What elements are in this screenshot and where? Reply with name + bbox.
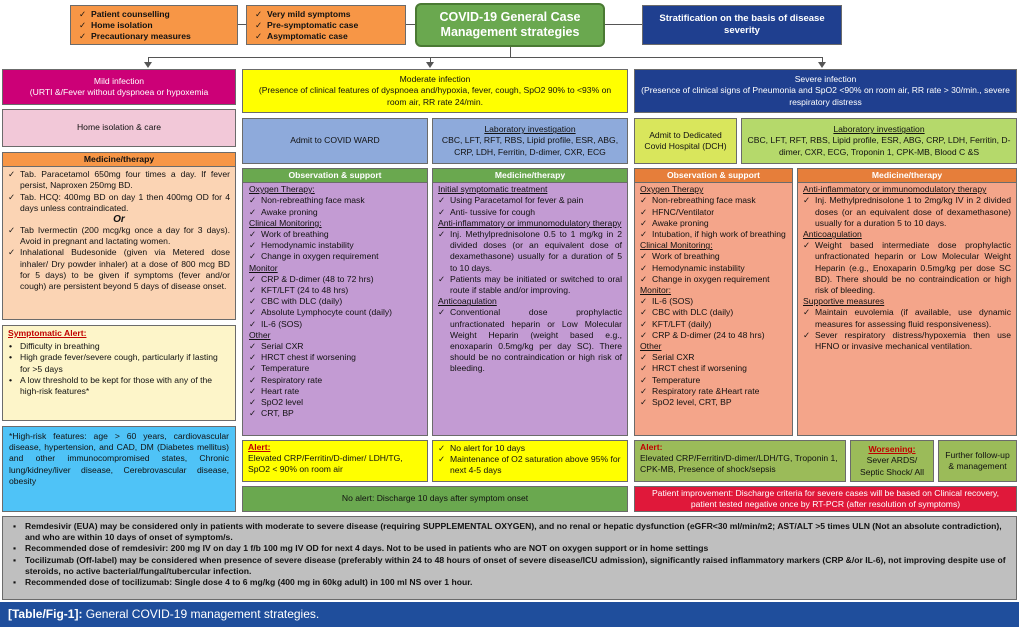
moderate-lab-box [432, 118, 628, 164]
moderate-anticoag-list [438, 307, 622, 374]
moderate-other-item: ✓ Serial CXR [249, 341, 421, 352]
mild-symptoms-list [255, 9, 397, 43]
note-item: ▪ Recommended dose of remdesivir: 200 mg IV on day 1 f/b 100 mg IV OD for next 4 days. Not to be used in patients who are NOT on oxygen support or in home settings [11, 543, 1008, 554]
high-risk-text: *High-risk features: age > 60 years, cardiovascular disease, hypertension, and CAD, DM (Diabetes mellitus) and other immunocompromised states, Chronic lung/kidney/liver disease, Cerebrovascular disease, obesity [9, 431, 229, 486]
moderate-other-item: ✓ Heart rate [249, 386, 421, 397]
arrow-severe-icon [818, 62, 826, 68]
home-isolation-box [2, 109, 236, 147]
severe-anticoag-item: ✓ Weight based intermediate dose prophylactic unfractionated heparin or Low Molecular Weight Heparin (e.g., Enoxaparin 0.5mg/kg per dose SC BD). There should be no contraindication or high risk of bleeding. [803, 240, 1011, 296]
moderate-header [242, 69, 628, 113]
moderate-alert-text: Elevated CRP/Ferritin/D-dimer/ LDH/TG, SpO2 < 90% on room air [248, 453, 403, 475]
connector-left [238, 24, 246, 25]
moderate-clinical-item: ✓ Change in oxygen requirement [249, 251, 421, 262]
symptomatic-alert-item: • High grade fever/severe cough, particularly if lasting for >5 days [8, 352, 230, 374]
severe-anticoag-title: Anticoagulation [803, 229, 862, 240]
moderate-observation-title: Observation & support [243, 169, 427, 183]
severe-monitor-title: Monitor: [640, 285, 672, 296]
severe-other-item: ✓ SpO2 level, CRT, BP [640, 397, 787, 408]
worsening-title: Worsening: [868, 444, 916, 455]
severe-anti-list [803, 195, 1011, 229]
moderate-oxygen-item: ✓ Non-rebreathing face mask [249, 195, 421, 206]
moderate-anti-item: ✓ Inj. Methylprednisolone 0.5 to 1 mg/kg in 2 divided doses (or an equivalent dose of dexamethasone) usually for a duration of 5 to 10 days. [438, 229, 622, 274]
severe-oxygen-title: Oxygen Therapy [640, 184, 704, 195]
severe-alert-title: Alert: [640, 442, 663, 452]
severe-header [634, 69, 1017, 113]
note-item: ▪ Remdesivir (EUA) may be considered only in patients with moderate to severe disease (requiring SUPPLEMENTAL OXYGEN), and no renal or hepatic dysfunction (eGFR<30 ml/min/m2; AST/ALT >5 times ULN (Not an absolute contradiction), and who are within 10 days of onset of symptom/s. [11, 521, 1008, 543]
note-item: ▪ Tocilizumab (Off-label) may be considered when presence of severe disease (preferably within 24 to 48 hours of onset of severe disease/ICU admission), significantly raised inflammatory markers (CRP &/or IL-6), not improving despite use of steroids, no active bacterial/fungal/tubercular infection. [11, 555, 1008, 577]
mild-medicine-item: ✓ Tab. HCQ: 400mg BD on day 1 then 400mg OD for 4 days unless contraindicated. [8, 192, 230, 214]
moderate-lab-text: CBC, LFT, RFT, RBS, Lipid profile, ESR, ABG, CRP, LDH, Ferritin, D-dimer, CXR, ECG [441, 135, 619, 157]
mild-medicine-item: ✓ Inhalational Budesonide (given via Metered dose inhaler/ Dry powder inhaler) at a dose of 800 mcg BD for 5 days) to be given if symptoms (fever and/or cough) are persistent beyond 5 days of disease onset. [8, 247, 230, 292]
severe-monitor-item: ✓ CBC with DLC (daily) [640, 307, 787, 318]
moderate-anti-title: Anti-inflammatory or immunomodulatory therapy [438, 217, 622, 228]
initial-treatment-item: ✓ Using Paracetamol for fever & pain [438, 195, 622, 206]
moderate-observation-box [242, 168, 428, 436]
admit-dch-box [634, 118, 737, 164]
severe-anti-item: ✓ Inj. Methylprednisolone 1 to 2mg/kg IV in 2 divided doses (or an equivalent dose of dexamethasone) usually for a duration 5 to 10 days. [803, 195, 1011, 229]
moderate-other-item: ✓ SpO2 level [249, 397, 421, 408]
moderate-clinical-item: ✓ Work of breathing [249, 229, 421, 240]
connector-down [510, 47, 511, 57]
no-alert-box [432, 440, 628, 482]
mild-title: Mild infection [93, 75, 145, 86]
mild-medicine-item: ✓ Tab Ivermectin (200 mcg/kg once a day for 3 days). Avoid in pregnant and lactating women. [8, 225, 230, 247]
moderate-medicine-box [432, 168, 628, 436]
severe-clinical-item: ✓ Work of breathing [640, 251, 787, 262]
severe-observation-box [634, 168, 793, 436]
mild-symptoms-item: ✓ Pre-symptomatic case [255, 20, 397, 31]
patient-improvement-box [634, 486, 1017, 512]
no-alert-item: ✓ No alert for 10 days [438, 443, 622, 454]
moderate-other-item: ✓ Respiratory rate [249, 375, 421, 386]
connector-horizontal [148, 57, 823, 58]
page-title-text: COVID-19 General Case Management strategies [439, 10, 581, 39]
moderate-other-item: ✓ CRT, BP [249, 408, 421, 419]
connector-mid [406, 24, 415, 25]
mild-medicine-item: ✓ Tab. Paracetamol 650mg four times a day. If fever persist, Naproxen 250mg BD. [8, 169, 230, 191]
initial-treatment-title: Initial symptomatic treatment [438, 184, 548, 195]
moderate-anticoag-title: Anticoagulation [438, 296, 497, 307]
stratification-box [642, 5, 842, 45]
mild-symptoms-item: ✓ Very mild symptoms [255, 9, 397, 20]
mild-header [2, 69, 236, 105]
symptomatic-alert-list [8, 341, 230, 397]
severe-clinical-list [640, 251, 787, 285]
moderate-oxygen-list [249, 195, 421, 217]
stratification-text: Stratification on the basis of disease severity [659, 13, 825, 36]
connector-right [605, 24, 642, 25]
severe-clinical-item: ✓ Hemodynamic instability [640, 263, 787, 274]
severe-other-item: ✓ HRCT chest if worsening [640, 363, 787, 374]
moderate-other-title: Other [249, 329, 271, 340]
symptomatic-alert-title: Symptomatic Alert: [8, 328, 87, 338]
severe-lab-text: CBC, LFT, RFT, RBS, Lipid profile, ESR, ABG, CRP, LDH, Ferritin, D-dimer, CXR, ECG, Troponin 1, CPK-MB, Blood C &S [747, 135, 1011, 157]
moderate-monitor-item: ✓ KFT/LFT (24 to 48 hrs) [249, 285, 421, 296]
moderate-medicine-title: Medicine/therapy [433, 169, 627, 183]
severe-alert-text: Elevated CRP/Ferritin/D-dimer/LDH/TG, Troponin 1, CPK-MB, Presence of shock/sepsis [640, 453, 838, 475]
severe-oxygen-item: ✓ Awake proning [640, 218, 787, 229]
mild-subtitle: (URTI &/Fever without dyspnoea or hypoxemia [29, 87, 209, 97]
moderate-clinical-list [249, 229, 421, 263]
severe-lab-title: Laboratory investigation [833, 124, 925, 135]
moderate-oxygen-title: Oxygen Therapy: [249, 184, 315, 195]
severe-oxygen-list [640, 195, 787, 240]
high-risk-box [2, 426, 236, 512]
severe-other-list [640, 352, 787, 408]
notes-list [11, 521, 1008, 588]
mild-medicine-list-2 [8, 225, 230, 292]
severe-oxygen-item: ✓ Non-rebreathing face mask [640, 195, 787, 206]
severe-monitor-item: ✓ CRP & D-dimer (24 to 48 hrs) [640, 330, 787, 341]
supportive-title: Supportive measures [803, 296, 885, 307]
moderate-clinical-item: ✓ Hemodynamic instability [249, 240, 421, 251]
further-followup-box [938, 440, 1017, 482]
severe-anticoag-list [803, 240, 1011, 296]
mild-symptoms-item: ✓ Asymptomatic case [255, 31, 397, 42]
severe-title: Severe infection [794, 74, 857, 85]
severe-oxygen-item: ✓ HFNC/Ventilator [640, 207, 787, 218]
moderate-oxygen-item: ✓ Awake proning [249, 207, 421, 218]
moderate-monitor-title: Monitor [249, 262, 278, 273]
severe-other-item: ✓ Respiratory rate &Heart rate [640, 386, 787, 397]
discharge-text: No alert: Discharge 10 days after symptom onset [341, 493, 529, 504]
moderate-anti-list [438, 229, 622, 296]
moderate-alert-box [242, 440, 428, 482]
severe-lab-box [741, 118, 1017, 164]
severe-subtitle: (Presence of clinical signs of Pneumonia and SpO2 <90% on room air, RR rate > 30/min., severe respiratory distress [641, 85, 1010, 107]
home-isolation-text: Home isolation & care [76, 122, 162, 133]
caption-label: [Table/Fig-1]: [8, 607, 83, 621]
moderate-monitor-item: ✓ IL-6 (SOS) [249, 319, 421, 330]
severe-alert-box [634, 440, 846, 482]
caption-text: General COVID-19 management strategies. [85, 607, 320, 621]
initial-treatment-list [438, 195, 622, 217]
moderate-alert-title: Alert: [248, 442, 271, 452]
worsening-text: Sever ARDS/ Septic Shock/ All [859, 455, 924, 477]
supportive-item: ✓ Maintain euvolemia (if available, use dynamic measures for assessing fluid responsiveness). [803, 307, 1011, 329]
patient-improvement-text: Patient improvement: Discharge criteria for severe cases will be based on Clinical recovery, patient tested negative once by RT-PCR (after resolution of symptoms) [651, 487, 1000, 509]
mild-medicine-list [8, 169, 230, 214]
counselling-box [70, 5, 238, 45]
mild-medicine-title: Medicine/therapy [3, 153, 235, 167]
no-alert-item: ✓ Maintenance of O2 saturation above 95% for next 4-5 days [438, 454, 622, 476]
counselling-list [79, 9, 229, 43]
no-alert-list [438, 443, 622, 477]
further-followup-text: Further follow-up & management [945, 449, 1010, 471]
supportive-item: ✓ Sever respiratory distress/hypoxemia then use HFNO or invasive mechanical ventilation. [803, 330, 1011, 352]
discharge-box [242, 486, 628, 512]
severe-medicine-box [797, 168, 1017, 436]
severe-monitor-item: ✓ IL-6 (SOS) [640, 296, 787, 307]
severe-oxygen-item: ✓ Intubation, if high work of breathing [640, 229, 787, 240]
admit-covid-ward-text: Admit to COVID WARD [290, 135, 380, 146]
severe-clinical-item: ✓ Change in oxygen requirement [640, 274, 787, 285]
severe-clinical-title: Clinical Monitoring: [640, 240, 713, 251]
moderate-subtitle: (Presence of clinical features of dyspnoea and/hypoxia, fever, cough, SpO2 90% to <93% on room air, RR rate 24/min. [258, 85, 612, 107]
severe-other-title: Other [640, 341, 662, 352]
counselling-item: ✓ Patient counselling [79, 9, 229, 20]
note-item: ▪ Recommended dose of tocilizumab: Single dose 4 to 6 mg/kg (400 mg in 60kg adult) in 100 ml NS over 1 hour. [11, 577, 1008, 588]
arrow-mild-icon [144, 62, 152, 68]
moderate-anti-item: ✓ Patients may be initiated or switched to oral route if stable and/or improving. [438, 274, 622, 296]
severe-other-item: ✓ Temperature [640, 375, 787, 386]
symptomatic-alert-item: • Difficulty in breathing [8, 341, 230, 352]
severe-medicine-title: Medicine/therapy [798, 169, 1016, 183]
moderate-other-item: ✓ Temperature [249, 363, 421, 374]
counselling-item: ✓ Home isolation [79, 20, 229, 31]
moderate-monitor-list [249, 274, 421, 330]
mild-medicine-box [2, 152, 236, 320]
admit-dch-text: Admit to Dedicated Covid Hospital (DCH) [644, 129, 727, 151]
moderate-monitor-item: ✓ CRP & D-dimer (48 to 72 hrs) [249, 274, 421, 285]
arrow-moderate-icon [426, 62, 434, 68]
symptomatic-alert-box [2, 325, 236, 421]
moderate-title: Moderate infection [399, 74, 471, 85]
moderate-monitor-item: ✓ CBC with DLC (daily) [249, 296, 421, 307]
moderate-clinical-title: Clinical Monitoring: [249, 217, 322, 228]
severe-anti-title: Anti-inflammatory or immunomodulatory therapy [803, 184, 987, 195]
severe-other-item: ✓ Serial CXR [640, 352, 787, 363]
mild-symptoms-box [246, 5, 406, 45]
counselling-item: ✓ Precautionary measures [79, 31, 229, 42]
supportive-list [803, 307, 1011, 352]
notes-box [2, 516, 1017, 600]
worsening-box [850, 440, 934, 482]
page-title [415, 3, 605, 47]
severe-monitor-item: ✓ KFT/LFT (daily) [640, 319, 787, 330]
moderate-lab-title: Laboratory investigation [484, 124, 576, 135]
moderate-other-item: ✓ HRCT chest if worsening [249, 352, 421, 363]
symptomatic-alert-item: • A low threshold to be kept for those with any of the high-risk features* [8, 375, 230, 397]
moderate-other-list [249, 341, 421, 419]
caption-bar [0, 602, 1019, 627]
initial-treatment-item: ✓ Anti- tussive for cough [438, 207, 622, 218]
severe-monitor-list [640, 296, 787, 341]
admit-covid-ward-box [242, 118, 428, 164]
severe-observation-title: Observation & support [635, 169, 792, 183]
moderate-anticoag-item: ✓ Conventional dose prophylactic unfractionated heparin or Low Molecular Weight Heparin (weight based e.g., enoxaparin 0.5mg/kg per day SC). There should be no contraindication or high risk of bleeding. [438, 307, 622, 374]
moderate-monitor-item: ✓ Absolute Lymphocyte count (daily) [249, 307, 421, 318]
or-label: Or [113, 214, 125, 226]
